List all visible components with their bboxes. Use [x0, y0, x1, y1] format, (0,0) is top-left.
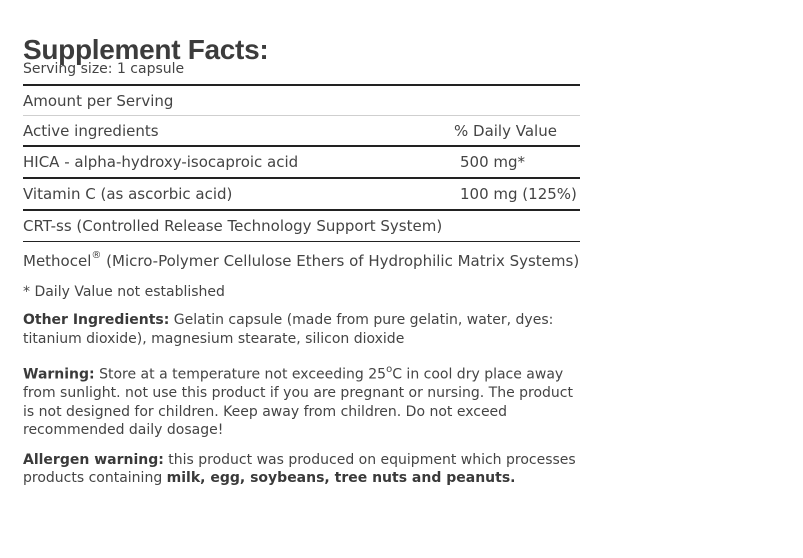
crt-row	[23, 211, 580, 242]
methocel-row	[23, 242, 580, 278]
supplement-facts-panel	[23, 36, 580, 488]
table-row	[23, 179, 580, 211]
ingredient-name: Vitamin C (as ascorbic acid)	[23, 185, 233, 203]
warning	[23, 362, 580, 440]
registered-mark: ®	[91, 249, 102, 261]
other-ingredients	[23, 311, 580, 348]
facts-table	[23, 84, 580, 278]
table-row	[23, 147, 580, 179]
allergen-warning	[23, 451, 580, 488]
other-ingredients-label: Other Ingredients:	[23, 312, 170, 328]
amount-per-serving-row	[23, 86, 580, 116]
table-header-row	[23, 116, 580, 147]
amount-per-serving-label: Amount per Serving	[23, 91, 174, 110]
crt-label: CRT-ss (Controlled Release Technology Support System)	[23, 217, 443, 235]
ingredient-value: 500 mg*	[460, 153, 526, 171]
ingredient-value: 100 mg (125%)	[460, 185, 577, 203]
methocel-label	[23, 249, 580, 270]
allergen-items: milk, egg, soybeans, tree nuts and peanuts.	[166, 470, 516, 487]
active-ingredients-header: Active ingredients	[23, 121, 159, 140]
allergen-text: this product was produced on equipment which processes products containing	[23, 451, 576, 487]
daily-value-header: % Daily Value	[454, 121, 557, 140]
allergen-label: Allergen warning:	[23, 451, 164, 468]
degree-symbol: o	[386, 364, 393, 375]
methocel-name: Methocel	[23, 251, 92, 270]
other-ingredients-text: Gelatin capsule (made from pure gelatin, water, dyes: titanium dioxide), magnesium stearate, silicon dioxide	[23, 312, 554, 347]
warning-text-before: Store at a temperature not exceeding 25	[94, 366, 387, 383]
warning-label: Warning:	[23, 366, 95, 383]
ingredient-name: HICA - alpha-hydroxy-isocaproic acid	[23, 153, 299, 171]
serving-size: Serving size: 1 capsule	[23, 61, 185, 77]
warning-text-after: C in cool dry place away from sunlight. not use this product if you are pregnant or nursing. The product is not designed for children. Keep away from children. Do not exceed recommended daily dosage!	[23, 366, 573, 439]
daily-value-note: * Daily Value not established	[23, 284, 225, 300]
panel-title: Supplement Facts:	[23, 34, 269, 65]
methocel-description: (Micro-Polymer Cellulose Ethers of Hydrophilic Matrix Systems)	[101, 251, 580, 270]
